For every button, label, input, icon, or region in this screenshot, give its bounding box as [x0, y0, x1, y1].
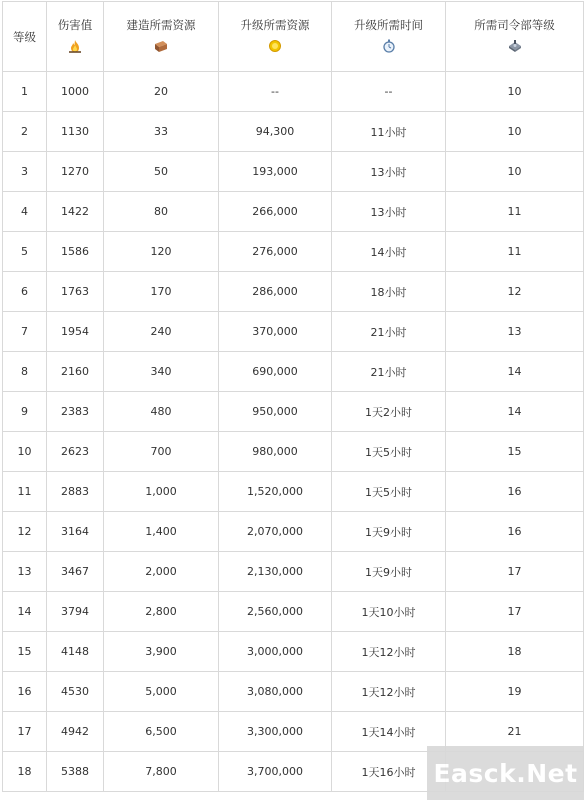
- level-table: [2, 1, 584, 792]
- cell-level: 8: [3, 352, 47, 392]
- cell-upgrade-time: 1天14小时: [332, 712, 446, 752]
- cell-upgrade-resource: 950,000: [219, 392, 332, 432]
- cell-level: 2: [3, 112, 47, 152]
- cell-upgrade-resource: --: [219, 72, 332, 112]
- cell-build-resource: 2,000: [104, 552, 219, 592]
- cell-hq-level: 17: [446, 592, 584, 632]
- flame-icon: [67, 39, 83, 53]
- cell-upgrade-resource: 1,520,000: [219, 472, 332, 512]
- cell-build-resource: 170: [104, 272, 219, 312]
- cell-upgrade-time: 1天5小时: [332, 432, 446, 472]
- header-hq-label: 所需司令部等级: [474, 18, 555, 32]
- cell-level: 6: [3, 272, 47, 312]
- table-row: [3, 272, 584, 312]
- header-damage: [47, 2, 104, 72]
- cell-damage: 1763: [47, 272, 104, 312]
- cell-hq-level: 11: [446, 232, 584, 272]
- cell-damage: 2383: [47, 392, 104, 432]
- cell-upgrade-resource: 3,700,000: [219, 752, 332, 792]
- table-row: [3, 112, 584, 152]
- cell-upgrade-time: 1天12小时: [332, 672, 446, 712]
- cell-hq-level: 12: [446, 272, 584, 312]
- cell-build-resource: 80: [104, 192, 219, 232]
- cell-damage: 2160: [47, 352, 104, 392]
- cell-upgrade-resource: 266,000: [219, 192, 332, 232]
- cell-level: 13: [3, 552, 47, 592]
- cell-level: 9: [3, 392, 47, 432]
- cell-damage: 4942: [47, 712, 104, 752]
- cell-hq-level: 17: [446, 552, 584, 592]
- header-level-label: 等级: [13, 29, 36, 44]
- header-build-label: 建造所需资源: [126, 18, 196, 32]
- table-row: [3, 192, 584, 232]
- cell-upgrade-resource: 2,070,000: [219, 512, 332, 552]
- cell-damage: 5388: [47, 752, 104, 792]
- gold-coin-icon: [267, 39, 283, 53]
- cell-damage: 2883: [47, 472, 104, 512]
- header-row: [3, 2, 584, 72]
- cell-level: 14: [3, 592, 47, 632]
- cell-upgrade-time: 1天10小时: [332, 592, 446, 632]
- cell-build-resource: 240: [104, 312, 219, 352]
- cell-damage: 3164: [47, 512, 104, 552]
- cell-build-resource: 5,000: [104, 672, 219, 712]
- cell-upgrade-time: 1天5小时: [332, 472, 446, 512]
- cell-hq-level: 19: [446, 672, 584, 712]
- cell-level: 17: [3, 712, 47, 752]
- cell-damage: 1000: [47, 72, 104, 112]
- table-row: [3, 232, 584, 272]
- cell-build-resource: 7,800: [104, 752, 219, 792]
- cell-upgrade-time: 1天16小时: [332, 752, 446, 792]
- cell-upgrade-time: 1天9小时: [332, 552, 446, 592]
- table-row: [3, 472, 584, 512]
- cell-hq-level: 10: [446, 152, 584, 192]
- cell-build-resource: 480: [104, 392, 219, 432]
- header-hq-level: [446, 2, 584, 72]
- cell-build-resource: 3,900: [104, 632, 219, 672]
- cell-upgrade-time: 14小时: [332, 232, 446, 272]
- cell-upgrade-time: 13小时: [332, 152, 446, 192]
- cell-hq-level: 16: [446, 512, 584, 552]
- cell-upgrade-time: 21小时: [332, 352, 446, 392]
- header-level: [3, 2, 47, 72]
- cell-build-resource: 33: [104, 112, 219, 152]
- header-time-label: 升级所需时间: [354, 18, 423, 32]
- cell-damage: 3467: [47, 552, 104, 592]
- cell-damage: 2623: [47, 432, 104, 472]
- cell-upgrade-time: --: [332, 72, 446, 112]
- header-damage-label: 伤害值: [57, 18, 93, 32]
- cell-hq-level: 13: [446, 312, 584, 352]
- cell-level: 11: [3, 472, 47, 512]
- cell-hq-level: 16: [446, 472, 584, 512]
- table-row: [3, 592, 584, 632]
- cell-damage: 1130: [47, 112, 104, 152]
- cell-hq-level: 21: [446, 712, 584, 752]
- cell-damage: 1270: [47, 152, 104, 192]
- cell-level: 4: [3, 192, 47, 232]
- headquarters-icon: [507, 39, 523, 53]
- cell-upgrade-time: 1天2小时: [332, 392, 446, 432]
- cell-upgrade-resource: 370,000: [219, 312, 332, 352]
- cell-level: 15: [3, 632, 47, 672]
- cell-hq-level: 11: [446, 192, 584, 232]
- cell-build-resource: 20: [104, 72, 219, 112]
- watermark: [427, 746, 584, 800]
- cell-level: 5: [3, 232, 47, 272]
- header-build-resource: [104, 2, 219, 72]
- table-row: [3, 432, 584, 472]
- cell-upgrade-resource: 94,300: [219, 112, 332, 152]
- cell-upgrade-resource: 2,560,000: [219, 592, 332, 632]
- table-row: [3, 312, 584, 352]
- cell-upgrade-time: 1天12小时: [332, 632, 446, 672]
- table-row: [3, 672, 584, 712]
- cell-damage: 4148: [47, 632, 104, 672]
- cell-level: 7: [3, 312, 47, 352]
- table-row: [3, 72, 584, 112]
- table-row: [3, 152, 584, 192]
- cell-upgrade-time: 13小时: [332, 192, 446, 232]
- cell-build-resource: 2,800: [104, 592, 219, 632]
- cell-damage: 4530: [47, 672, 104, 712]
- cell-damage: 1422: [47, 192, 104, 232]
- cell-upgrade-resource: 276,000: [219, 232, 332, 272]
- cell-hq-level: 18: [446, 632, 584, 672]
- cell-upgrade-time: 1天9小时: [332, 512, 446, 552]
- cell-build-resource: 1,000: [104, 472, 219, 512]
- cell-hq-level: 10: [446, 72, 584, 112]
- table-row: [3, 512, 584, 552]
- cell-upgrade-resource: 3,080,000: [219, 672, 332, 712]
- cell-level: 16: [3, 672, 47, 712]
- cell-upgrade-time: 11小时: [332, 112, 446, 152]
- wood-crate-icon: [153, 39, 169, 53]
- cell-upgrade-resource: 286,000: [219, 272, 332, 312]
- cell-build-resource: 700: [104, 432, 219, 472]
- table-body: [3, 72, 584, 792]
- cell-level: 1: [3, 72, 47, 112]
- table-row: [3, 552, 584, 592]
- cell-level: 12: [3, 512, 47, 552]
- table-row: [3, 632, 584, 672]
- cell-damage: 1586: [47, 232, 104, 272]
- cell-upgrade-resource: 690,000: [219, 352, 332, 392]
- table-row: [3, 392, 584, 432]
- table-row: [3, 352, 584, 392]
- cell-hq-level: 10: [446, 112, 584, 152]
- stopwatch-icon: [381, 39, 397, 53]
- cell-build-resource: 6,500: [104, 712, 219, 752]
- header-upgrade-label: 升级所需资源: [240, 18, 310, 32]
- watermark-text: Easck.Net: [433, 758, 578, 788]
- cell-upgrade-resource: 2,130,000: [219, 552, 332, 592]
- cell-upgrade-resource: 3,300,000: [219, 712, 332, 752]
- cell-damage: 1954: [47, 312, 104, 352]
- cell-build-resource: 50: [104, 152, 219, 192]
- cell-build-resource: 340: [104, 352, 219, 392]
- cell-damage: 3794: [47, 592, 104, 632]
- cell-build-resource: 120: [104, 232, 219, 272]
- cell-level: 3: [3, 152, 47, 192]
- cell-upgrade-resource: 3,000,000: [219, 632, 332, 672]
- cell-upgrade-time: 21小时: [332, 312, 446, 352]
- cell-upgrade-resource: 980,000: [219, 432, 332, 472]
- cell-level: 10: [3, 432, 47, 472]
- cell-hq-level: 14: [446, 392, 584, 432]
- cell-upgrade-resource: 193,000: [219, 152, 332, 192]
- cell-upgrade-time: 18小时: [332, 272, 446, 312]
- cell-hq-level: 15: [446, 432, 584, 472]
- cell-build-resource: 1,400: [104, 512, 219, 552]
- cell-level: 18: [3, 752, 47, 792]
- header-upgrade-time: [332, 2, 446, 72]
- header-upgrade-resource: [219, 2, 332, 72]
- cell-hq-level: 14: [446, 352, 584, 392]
